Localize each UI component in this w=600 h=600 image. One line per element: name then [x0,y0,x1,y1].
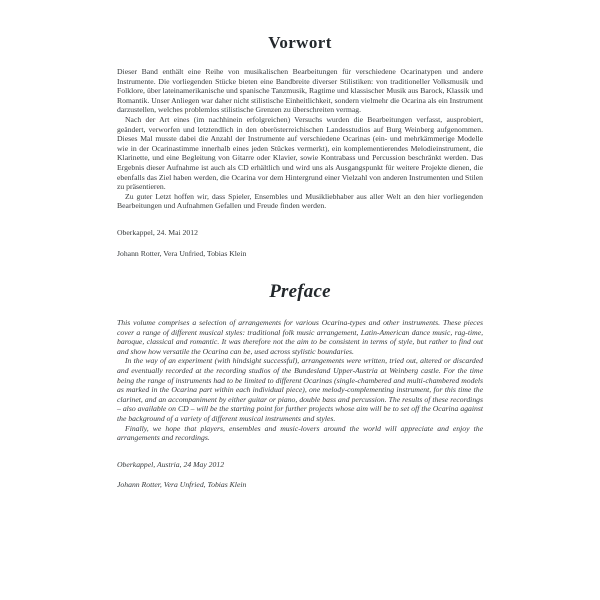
page-content [117,0,483,490]
preface-section [117,280,483,490]
preface-authors: Johann Rotter, Vera Unfried, Tobias Klein [117,480,247,490]
vorwort-dateline: Oberkappel, 24. Mai 2012 [117,227,198,237]
preface-paragraph-3: Finally, we hope that players, ensembles and music-lovers around the world will appreciate and enjoy the arrangements and recordings. [117,423,483,443]
vorwort-title: Vorwort [268,33,332,52]
preface-paragraph-1: This volume comprises a selection of arrangements for various Ocarina-types and other instruments. These pieces cover a range of different musical styles: traditional folk music arrangement, Latin-American dance music, rag-time, baroque, classical and romantic. It was therefore not the aim to be consistent in terms of style, but rather to find out and show how versatile the Ocarina can be, used across stylistic boundaries. [117,318,483,356]
vorwort-section [117,33,483,258]
vorwort-paragraph-2: Nach der Art eines (im nachhinein erfolgreichen) Versuchs wurden die Bearbeitungen verfasst, ausprobiert, geändert, verworfen und letztendlich in den oberösterreichischen Landesstudios auf Burg Weinberg aufgenommen. Dieses Mal musste dabei die Anzahl der Instrumente auf verschiedene Ocarinas (ein- und mehrkämmerige Modelle wie in der Ocarinastimme innerhalb eines jeden Stückes vermerkt), ein komplementierendes Melodieinstrument, die Klarinette, und eine Begleitung von Gitarre oder Klavier, sowie Kontrabass und Percussion beschränkt werden. Das Ergebnis dieser Aufnahme ist auch als CD erhältlich und wird uns als Ausgangspunkt für weitere Projekte dienen, die ebenfalls das Ziel haben werden, die Ocarina vor dem Hintergrund einer Vielzahl von anderen Instrumenten und Stilen zu präsentieren. [117,114,483,192]
preface-paragraph-2: In the way of an experiment (with hindsight successful), arrangements were written, tried out, altered or discarded and eventually recorded at the recording studios of the Bundesland Upper-Austria at Weinberg castle. For the time being the range of instruments had to be limited to different Ocarinas (single-chambered and multi-chambered models as marked in the Ocarina part within each individual piece), one melody-complementing instrument, for this time the clarinet, and an accompaniment by either guitar or piano, double bass and percussion. The results of these recordings – also available on CD – will be the starting point for further projects whose aim will be to set off the Ocarina against the background of a variety of different musical instruments and styles. [117,356,483,424]
vorwort-paragraph-1: Dieser Band enthält eine Reihe von musikalischen Bearbeitungen für verschiedene Ocarinatypen und andere Instrumente. Die vorliegenden Stücke bieten eine Bandbreite diverser Stilistiken: von traditioneller Volksmusik und Folklore, über lateinamerikanische und spanische Tanzmusik, Ragtime und klassischer Musik aus Barock, Klassik und Romantik. Unser Anliegen war daher nicht stilistische Einheitlichkeit, sondern vielmehr die Ocarina als ein Instrument darzustellen, welches problemlos stilistische Grenzen zu überschreiten vermag. [117,67,483,115]
vorwort-paragraph-3: Zu guter Letzt hoffen wir, dass Spieler, Ensembles und Musikliebhaber aus aller Welt an den hier vorliegenden Bearbeitungen und Aufnahmen Gefallen und Freude finden werden. [117,191,483,211]
preface-title: Preface [269,281,331,303]
preface-dateline: Oberkappel, Austria, 24 May 2012 [117,459,225,469]
vorwort-authors: Johann Rotter, Vera Unfried, Tobias Klein [117,248,247,258]
